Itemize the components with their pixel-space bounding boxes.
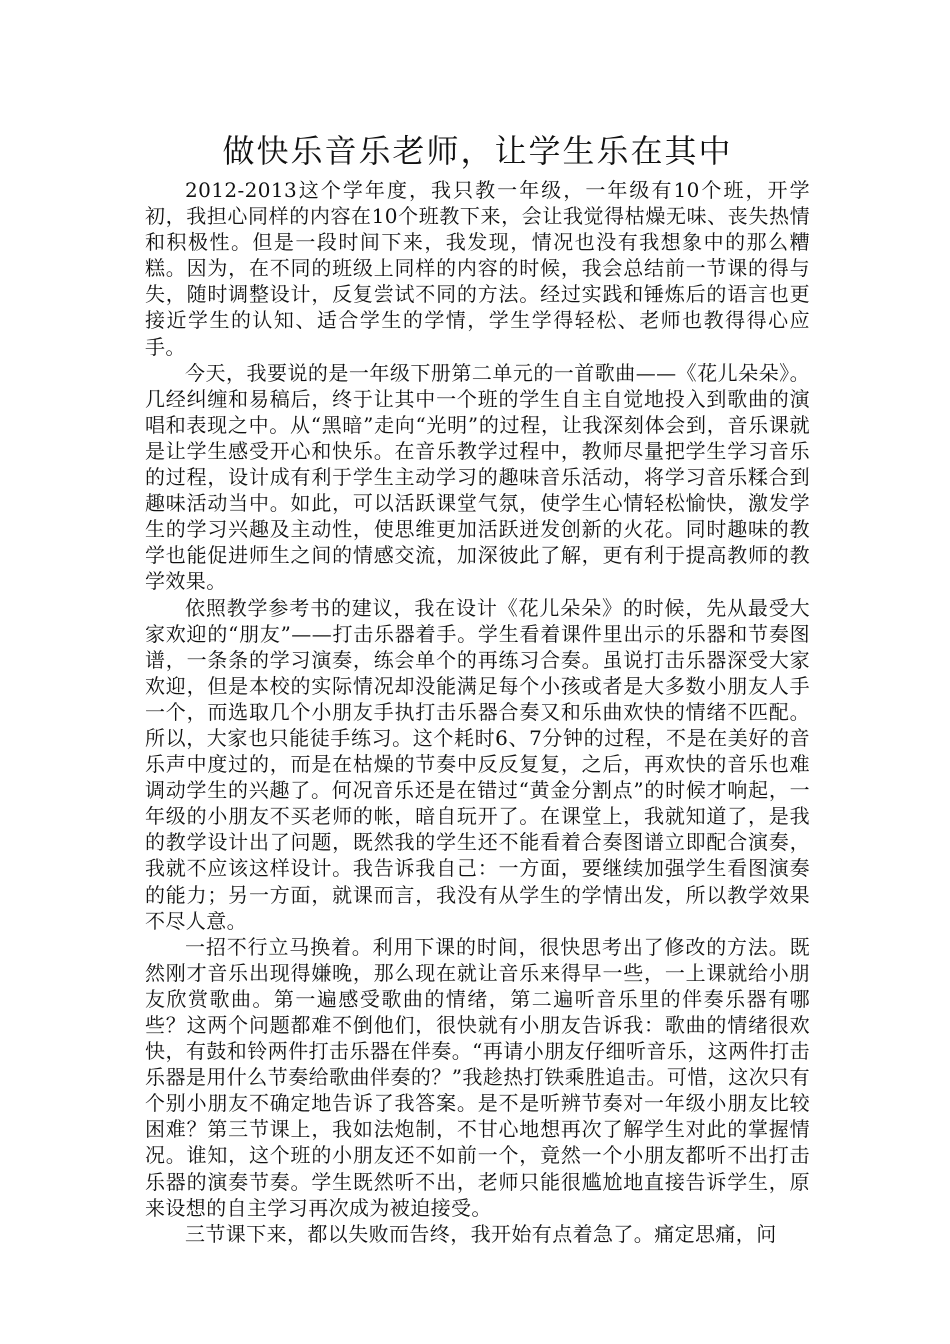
paragraph-4: 一招不行立马换着。利用下课的时间，很快思考出了修改的方法。既然刚才音乐出现得嫌晚，那么现在就让音乐来得早一些，一上课就给小朋友欣赏歌曲。第一遍感受歌曲的情绪，第二遍听音乐里的伴奏乐器有哪些？这两个问题都难不倒他们，很快就有小朋友告诉我：歌曲的情绪很欢快，有鼓和铃两件打击乐器在伴奏。“再请小朋友仔细听音乐，这两件打击乐器是用什么节奏给歌曲伴奏的？”我趁热打铁乘胜追击。可惜，这次只有个别小朋友不确定地告诉了我答案。是不是听辨节奏对一年级小朋友比较困难？第三节课上，我如法炮制，不甘心地想再次了解学生对此的掌握情况。谁知，这个班的小朋友还不如前一个，竟然一个小朋友都听不出打击乐器的演奏节奏。学生既然听不出，老师只能很尴尬地直接告诉学生，原来设想的自主学习再次成为被迫接受。 (145, 934, 810, 1220)
paragraph-5: 三节课下来，都以失败而告终，我开始有点着急了。痛定思痛，问 (185, 1221, 777, 1246)
paragraph-1: 2012-2013这个学年度，我只教一年级，一年级有10个班，开学初，我担心同样的内容在10个班教下来，会让我觉得枯燥无味、丧失热情和积极性。但是一段时间下来，我发现，情况也没有我想象中的那么糟糕。因为，在不同的班级上同样的内容的时候，我会总结前一节课的得与失，随时调整设计，反复尝试不同的方法。经过实践和锤炼后的语言也更接近学生的认知、适合学生的学情，学生学得轻松、老师也教得得心应手。 (145, 178, 810, 359)
document-title: 做快乐音乐老师，让学生乐在其中 (222, 132, 733, 170)
paragraph-3: 依照教学参考书的建议，我在设计《花儿朵朵》的时候，先从最受大家欢迎的“朋友”——打击乐器着手。学生看着课件里出示的乐器和节奏图谱，一条条的学习演奏，练会单个的再练习合奏。虽说打击乐器深受大家欢迎，但是本校的实际情况却没能满足每个小孩或者是大多数小朋友人手一个，而选取几个小朋友手执打击乐器合奏又和乐曲欢快的情绪不匹配。所以，大家也只能徒手练习。这个耗时6、7分钟的过程，不是在美好的音乐声中度过的，而是在枯燥的节奏中反反复复，之后，再欢快的音乐也难调动学生的兴趣了。何况音乐还是在错过“黄金分割点”的时候才响起，一年级的小朋友不买老师的帐，暗自玩开了。在课堂上，我就知道了，是我的教学设计出了问题，既然我的学生还不能看着合奏图谱立即配合演奏，我就不应该这样设计。我告诉我自己：一方面，要继续加强学生看图演奏的能力；另一方面，就课而言，我没有从学生的学情出发，所以教学效果不尽人意。 (145, 595, 810, 933)
paragraph-2: 今天，我要说的是一年级下册第二单元的一首歌曲——《花儿朵朵》。几经纠缠和易稿后，终于让其中一个班的学生自主自觉地投入到歌曲的演唱和表现之中。从“黑暗”走向“光明”的过程，让我深刻体会到，音乐课就是让学生感受开心和快乐。在音乐教学过程中，教师尽量把学生学习音乐的过程，设计成有利于学生主动学习的趣味音乐活动，将学习音乐糅合到趣味活动当中。如此，可以活跃课堂气氛，使学生心情轻松愉快，激发学生的学习兴趣及主动性，使思维更加活跃迸发创新的火花。同时趣味的教学也能促进师生之间的情感交流，加深彼此了解，更有利于提高教师的教学效果。 (145, 360, 810, 594)
document-page (145, 125, 810, 1247)
